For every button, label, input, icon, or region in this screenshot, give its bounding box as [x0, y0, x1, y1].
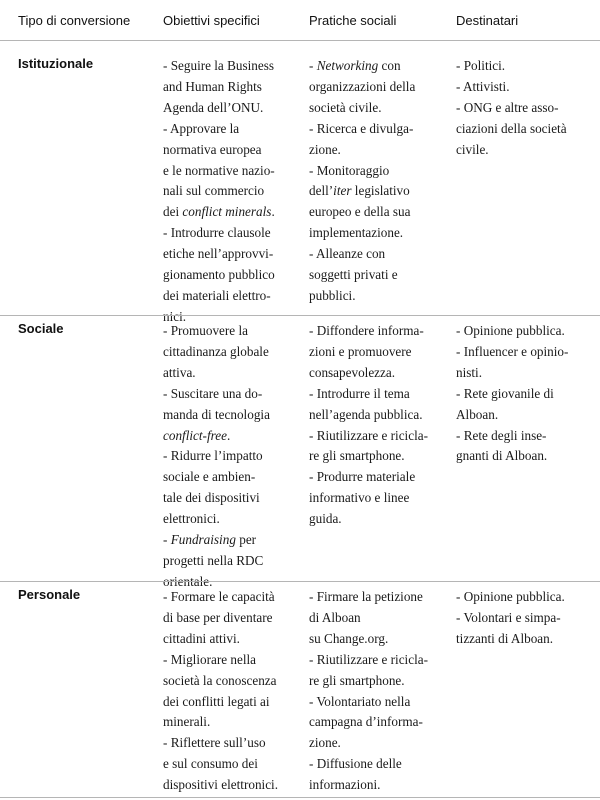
- cell-line: [456, 608, 565, 629]
- text-segment: nici.: [163, 308, 187, 324]
- text-segment: - Politici.: [456, 58, 506, 73]
- text-segment: gnanti di Alboan.: [456, 448, 548, 464]
- table-row: [0, 48, 600, 324]
- cell-line: [456, 446, 568, 467]
- text-segment: di Alboan: [309, 609, 361, 625]
- cell-line: [456, 587, 565, 608]
- italic-text: iter: [333, 183, 352, 199]
- cell-line: [309, 467, 428, 488]
- text-segment: - Riutilizzare e ricicla-: [309, 427, 428, 443]
- text-segment: dispositivi elettronici.: [163, 777, 279, 793]
- cell-line: [309, 265, 415, 286]
- header-pratiche: Pratiche sociali: [309, 13, 397, 28]
- cell-line: [163, 384, 270, 405]
- text-segment: - Rete giovanile di: [456, 385, 554, 401]
- text-segment: e le normative nazio-: [163, 162, 275, 178]
- cell-line: [456, 629, 565, 650]
- cell-obiettivi: [163, 321, 270, 593]
- cell-line: [456, 363, 568, 384]
- text-segment: re gli smartphone.: [309, 672, 405, 688]
- cell-line: [163, 265, 275, 286]
- cell-line: [163, 363, 270, 384]
- cell-destinatari: [456, 56, 567, 161]
- cell-destinatari: [456, 321, 568, 467]
- text-segment: Alboan.: [456, 406, 499, 422]
- text-segment: nali sul commercio: [163, 183, 265, 199]
- cell-obiettivi: [163, 587, 278, 796]
- cell-pratiche: [309, 56, 415, 307]
- cell-obiettivi: [163, 56, 275, 328]
- cell-line: [456, 384, 568, 405]
- cell-line: [309, 775, 428, 796]
- table-header: [0, 0, 600, 40]
- text-segment: - Produrre materiale: [309, 469, 416, 485]
- cell-line: [163, 733, 278, 754]
- italic-text: Networking: [316, 58, 379, 73]
- text-segment: minerali.: [163, 714, 211, 730]
- text-segment: manda di tecnologia: [163, 406, 270, 422]
- cell-line: [163, 712, 278, 733]
- cell-line: [163, 98, 275, 119]
- cell-line: [309, 223, 415, 244]
- text-segment: re gli smartphone.: [309, 448, 405, 464]
- cell-line: [456, 98, 567, 119]
- text-segment: - Riflettere sull’uso: [163, 735, 266, 751]
- cell-destinatari: [456, 587, 565, 650]
- text-segment: informazioni.: [309, 777, 381, 793]
- text-segment: - Riutilizzare e ricicla-: [309, 651, 428, 667]
- cell-line: [309, 181, 415, 202]
- cell-line: [456, 56, 567, 77]
- italic-text: conflict minerals: [182, 204, 272, 220]
- text-segment: dei conflitti legati ai: [163, 693, 270, 709]
- cell-line: [309, 161, 415, 182]
- cell-line: [309, 712, 428, 733]
- text-segment: - Volontariato nella: [309, 693, 411, 709]
- cell-line: [163, 587, 278, 608]
- cell-line: [163, 467, 270, 488]
- cell-line: [309, 488, 428, 509]
- cell-line: [456, 77, 567, 98]
- cell-line: [163, 161, 275, 182]
- cell-line: [163, 608, 278, 629]
- text-segment: di base per diventare: [163, 609, 273, 625]
- text-segment: - Firmare la petizione: [309, 589, 423, 604]
- cell-line: [309, 321, 428, 342]
- cell-line: [309, 384, 428, 405]
- text-segment: dei materiali elettro-: [163, 287, 271, 303]
- text-segment: implementazione.: [309, 225, 404, 241]
- cell-line: [309, 426, 428, 447]
- cell-line: [163, 488, 270, 509]
- cell-line: [163, 321, 270, 342]
- header-destinatari: Destinatari: [456, 13, 519, 28]
- text-segment: - Monitoraggio: [309, 162, 390, 178]
- text-segment: zioni e promuovere: [309, 343, 412, 359]
- cell-line: [309, 509, 428, 530]
- cell-line: [309, 342, 428, 363]
- text-segment: Agenda dell’ONU.: [163, 99, 264, 115]
- text-segment: - Seguire la Business: [163, 58, 274, 73]
- text-segment: consapevolezza.: [309, 364, 396, 380]
- header-obiettivi: Obiettivi specifici: [163, 13, 260, 28]
- cell-line: [163, 181, 275, 202]
- text-segment: - Alleanze con: [309, 246, 386, 262]
- cell-line: [309, 363, 428, 384]
- text-segment: con: [378, 58, 401, 73]
- cell-line: [456, 119, 567, 140]
- text-segment: - Promuovere la: [163, 323, 248, 338]
- header-tipo: Tipo di conversione: [18, 13, 131, 28]
- cell-line: [309, 650, 428, 671]
- cell-line: [309, 56, 415, 77]
- text-segment: europeo e della sua: [309, 204, 411, 220]
- text-segment: zione.: [309, 735, 341, 751]
- cell-line: [309, 244, 415, 265]
- row-label: Istituzionale: [18, 56, 94, 71]
- cell-line: [163, 509, 270, 530]
- cell-line: [309, 671, 428, 692]
- header-divider: [0, 40, 600, 41]
- text-segment: - ONG e altre asso-: [456, 99, 559, 115]
- text-segment: cittadinanza globale: [163, 343, 269, 359]
- cell-line: [309, 629, 428, 650]
- text-segment: - Introdurre il tema: [309, 385, 410, 401]
- text-segment: attiva.: [163, 364, 196, 380]
- cell-line: [309, 140, 415, 161]
- cell-line: [309, 754, 428, 775]
- text-segment: - Approvare la: [163, 120, 240, 136]
- cell-line: [456, 321, 568, 342]
- text-segment: - Diffusione delle: [309, 756, 402, 772]
- italic-text: conflict-free: [163, 427, 227, 443]
- text-segment: - Rete degli inse-: [456, 427, 547, 443]
- cell-line: [163, 119, 275, 140]
- text-segment: nell’agenda pubblica.: [309, 406, 423, 422]
- cell-line: [309, 692, 428, 713]
- text-segment: dei: [163, 204, 183, 220]
- cell-line: [309, 202, 415, 223]
- cell-line: [456, 426, 568, 447]
- text-segment: per: [235, 532, 257, 548]
- cell-line: [309, 733, 428, 754]
- text-segment: and Human Rights: [163, 78, 262, 94]
- text-segment: nisti.: [456, 364, 483, 380]
- text-segment: - Opinione pubblica.: [456, 589, 565, 604]
- text-segment: soggetti privati e: [309, 267, 398, 283]
- cell-line: [163, 244, 275, 265]
- text-segment: legislativo: [351, 183, 410, 199]
- cell-line: [309, 77, 415, 98]
- cell-line: [309, 405, 428, 426]
- text-segment: ciazioni della società: [456, 120, 567, 136]
- cell-line: [163, 775, 278, 796]
- text-segment: informativo e linee: [309, 490, 410, 506]
- text-segment: - Volontari e simpa-: [456, 609, 561, 625]
- text-segment: campagna d’informa-: [309, 714, 423, 730]
- text-segment: - Migliorare nella: [163, 651, 257, 667]
- text-segment: gionamento pubblico: [163, 267, 275, 283]
- text-segment: - Introdurre clausole: [163, 225, 271, 241]
- text-segment: zione.: [309, 141, 341, 157]
- text-segment: - Attivisti.: [456, 78, 510, 94]
- table-bottom-rule: [0, 797, 600, 798]
- text-segment: società la conoscenza: [163, 672, 277, 688]
- cell-line: [163, 692, 278, 713]
- cell-line: [163, 77, 275, 98]
- text-segment: -: [163, 532, 171, 548]
- italic-text: Fundraising: [170, 532, 236, 548]
- cell-line: [309, 587, 428, 608]
- cell-line: [456, 405, 568, 426]
- text-segment: cittadini attivi.: [163, 630, 240, 646]
- text-segment: tizzanti di Alboan.: [456, 630, 554, 646]
- cell-line: [163, 223, 275, 244]
- text-segment: sociale e ambien-: [163, 469, 256, 485]
- cell-line: [163, 754, 278, 775]
- cell-line: [163, 530, 270, 551]
- text-segment: etiche nell’approvvi-: [163, 246, 274, 262]
- text-segment: su Change.org.: [309, 630, 389, 646]
- text-segment: guida.: [309, 511, 342, 527]
- cell-line: [309, 608, 428, 629]
- text-segment: elettronici.: [163, 511, 220, 527]
- cell-line: [309, 446, 428, 467]
- text-segment: organizzazioni della: [309, 78, 416, 94]
- cell-line: [456, 140, 567, 161]
- table-row: [0, 579, 600, 797]
- cell-line: [163, 202, 275, 223]
- text-segment: - Suscitare una do-: [163, 385, 263, 401]
- cell-line: [163, 446, 270, 467]
- text-segment: - Ridurre l’impatto: [163, 448, 263, 464]
- text-segment: -: [309, 58, 317, 73]
- cell-pratiche: [309, 321, 428, 530]
- cell-pratiche: [309, 587, 428, 796]
- text-segment: progetti nella RDC: [163, 552, 264, 568]
- cell-line: [163, 629, 278, 650]
- table-row: [0, 313, 600, 589]
- cell-line: [163, 671, 278, 692]
- cell-line: [163, 426, 270, 447]
- row-label: Personale: [18, 587, 81, 602]
- cell-line: [309, 119, 415, 140]
- cell-line: [163, 551, 270, 572]
- text-segment: - Influencer e opinio-: [456, 343, 569, 359]
- cell-line: [309, 286, 415, 307]
- cell-line: [456, 342, 568, 363]
- text-segment: - Diffondere informa-: [309, 323, 424, 338]
- cell-line: [309, 98, 415, 119]
- cell-line: [163, 286, 275, 307]
- text-segment: - Ricerca e divulga-: [309, 120, 414, 136]
- text-segment: .: [226, 427, 231, 443]
- text-segment: civile.: [456, 141, 489, 157]
- text-segment: orientale.: [163, 573, 213, 589]
- text-segment: - Formare le capacità: [163, 589, 275, 604]
- cell-line: [163, 342, 270, 363]
- text-segment: pubblici.: [309, 287, 356, 303]
- cell-line: [163, 140, 275, 161]
- text-segment: società civile.: [309, 99, 382, 115]
- text-segment: dell’: [309, 183, 334, 199]
- cell-line: [163, 650, 278, 671]
- text-segment: normativa europea: [163, 141, 262, 157]
- text-segment: .: [271, 204, 275, 220]
- cell-line: [163, 56, 275, 77]
- cell-line: [163, 405, 270, 426]
- text-segment: - Opinione pubblica.: [456, 323, 565, 338]
- text-segment: tale dei dispositivi: [163, 490, 260, 506]
- text-segment: e sul consumo dei: [163, 756, 258, 772]
- row-label: Sociale: [18, 321, 64, 336]
